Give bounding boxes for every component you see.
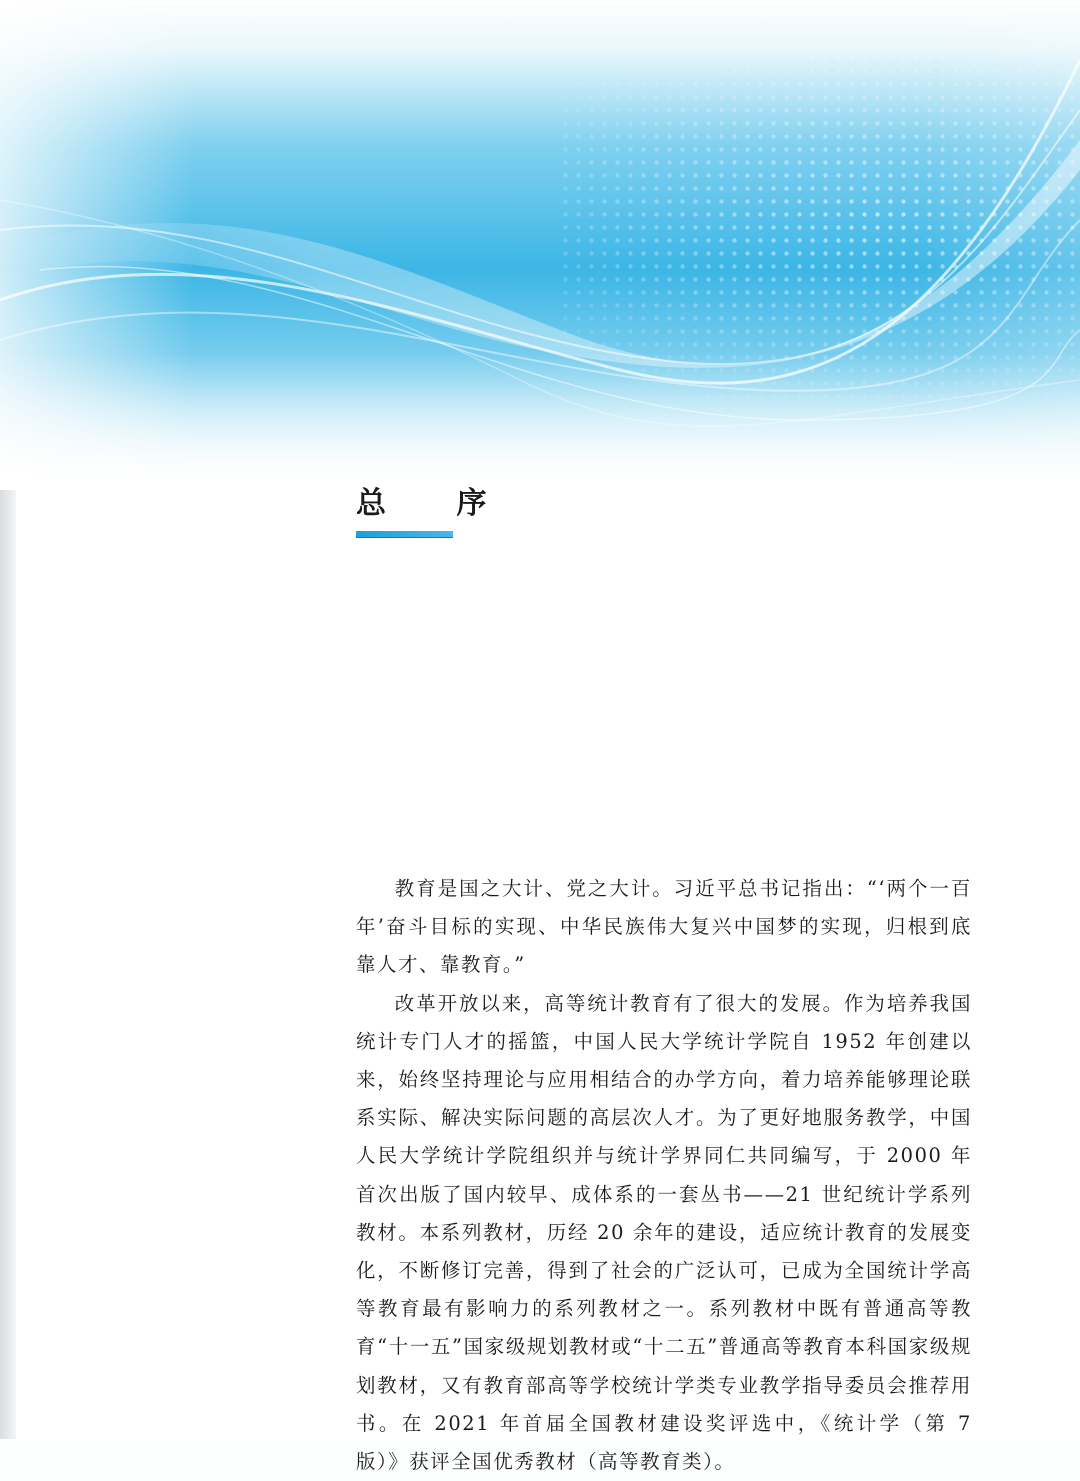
paragraph: 改革开放以来，高等统计教育有了很大的发展。作为培养我国统计专门人才的摇篮，中国人民大学统计学院自 1952 年创建以来，始终坚持理论与应用相结合的办学方向，着力培养能够理论联系实际、解决实际问题的高层次人才。为了更好地服务教学，中国人民大学统计学院组织并与统计学界同仁共同编写，于 2000 年首次出版了国内较早、成体系的一套丛书——21 世纪统计学系列教材。本系列教材，历经 20 余年的建设，适应统计教育的发展变化，不断修订完善，得到了社会的广泛认可，已成为全国统计学高等教育最有影响力的系列教材之一。系列教材中既有普通高等教育“十一五”国家级规划教材或“十二五”普通高等教育本科国家级规划教材，又有教育部高等学校统计学类专业教学指导委员会推荐用书。在 2021 年首届全国教材建设奖评选中，《统计学（第 7 版）》获评全国优秀教材（高等教育类）。 bbox=[356, 991, 972, 1474]
decorative-wave-banner bbox=[0, 0, 1080, 490]
paragraph: 教育是国之大计、党之大计。习近平总书记指出：“‘两个一百年’奋斗目标的实现、中华民族伟大复兴中国梦的实现，归根到底靠人才、靠教育。” bbox=[356, 877, 972, 977]
preface-body bbox=[356, 870, 972, 1481]
title-underline bbox=[356, 531, 453, 538]
page-title: 总 序 bbox=[356, 486, 517, 521]
